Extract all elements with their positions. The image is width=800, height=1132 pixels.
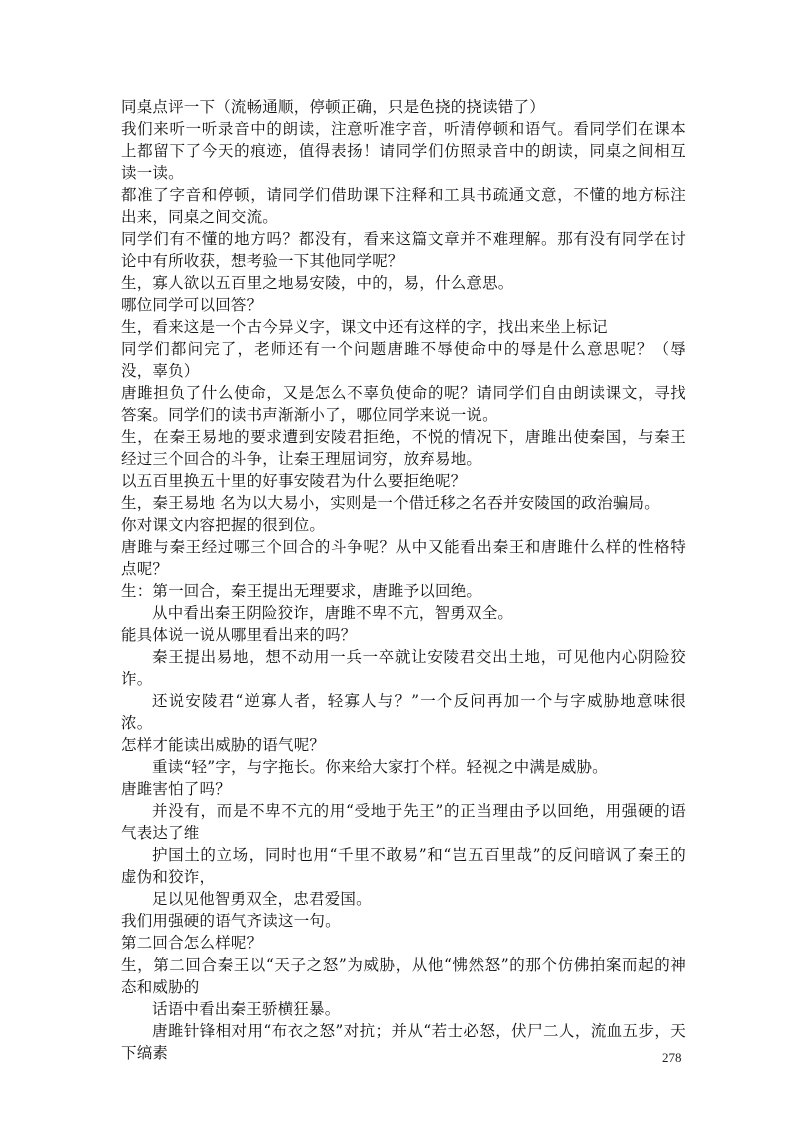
paragraph: 足以见他智勇双全，忠君爱国。 bbox=[152, 890, 372, 908]
paragraph: 我们用强硬的语气齐读这一句。 bbox=[121, 912, 341, 930]
paragraph: 同学们都问完了，老师还有一个问题唐雎不辱使命中的辱是什么意思呢？（辱没，辜负） bbox=[121, 340, 686, 380]
paragraph: 同桌点评一下（流畅通顺，停顿正确，只是色挠的挠读错了） bbox=[121, 98, 545, 116]
paragraph: 第二回合怎么样呢？ bbox=[121, 934, 263, 952]
paragraph: 生，寡人欲以五百里之地易安陵，中的，易，什么意思。 bbox=[121, 274, 514, 292]
paragraph: 我们来听一听录音中的朗读，注意听准字音，听清停顿和语气。看同学们在课本上都留下了今天的痕迹，值得表扬！请同学们仿照录音中的朗读，同桌之间相互读一读。 bbox=[121, 120, 686, 182]
paragraph: 还说安陵君“逆寡人者，轻寡人与？”一个反问再加一个与字威胁地意味很浓。 bbox=[121, 692, 686, 732]
paragraph: 生，看来这是一个古今异义字，课文中还有这样的字，找出来坐上标记 bbox=[121, 318, 608, 336]
paragraph: 从中看出秦王阴险狡诈，唐雎不卑不亢，智勇双全。 bbox=[152, 604, 514, 622]
paragraph: 话语中看出秦王骄横狂暴。 bbox=[152, 1000, 341, 1018]
paragraph: 护国土的立场，同时也用“千里不敢易”和“岂五百里哉”的反问暗讽了秦王的虚伪和狡诈， bbox=[121, 846, 686, 886]
paragraph: 唐雎与秦王经过哪三个回合的斗争呢？从中又能看出秦王和唐雎什么样的性格特点呢？ bbox=[121, 538, 686, 578]
page-number: 278 bbox=[662, 1050, 682, 1065]
paragraph: 唐雎害怕了吗？ bbox=[121, 780, 231, 798]
paragraph: 生，在秦王易地的要求遭到安陵君拒绝，不悦的情况下，唐雎出使秦国，与秦王经过三个回合的斗争，让秦王理屈词穷，放弃易地。 bbox=[121, 428, 686, 468]
document-body bbox=[121, 96, 686, 1064]
paragraph: 生，第二回合秦王以“天子之怒”为威胁，从他“怫然怒”的那个仿佛拍案而起的神态和威胁的 bbox=[121, 956, 686, 996]
paragraph: 唐雎针锋相对用“布衣之怒”对抗；并从“若士必怒，伏尸二人，流血五步，天下缟素 bbox=[121, 1022, 686, 1062]
paragraph: 哪位同学可以回答？ bbox=[121, 296, 263, 314]
paragraph: 以五百里换五十里的好事安陵君为什么要拒绝呢？ bbox=[121, 472, 467, 490]
paragraph: 都准了字音和停顿，请同学们借助课下注释和工具书疏通文意，不懂的地方标注出来，同桌之间交流。 bbox=[121, 186, 686, 226]
paragraph: 同学们有不懂的地方吗？都没有，看来这篇文章并不难理解。那有没有同学在讨论中有所收获，想考验一下其他同学呢？ bbox=[121, 230, 686, 270]
paragraph: 秦王提出易地，想不动用一兵一卒就让安陵君交出土地，可见他内心阴险狡诈。 bbox=[121, 648, 686, 688]
paragraph: 生，秦王易地 名为以大易小，实则是一个借迁移之名吞并安陵国的政治骗局。 bbox=[121, 494, 660, 512]
paragraph: 怎样才能读出威胁的语气呢？ bbox=[121, 736, 326, 754]
paragraph: 唐雎担负了什么使命，又是怎么不辜负使命的呢？请同学们自由朗读课文，寻找答案。同学们的读书声渐渐小了，哪位同学来说一说。 bbox=[121, 384, 686, 424]
paragraph: 并没有，而是不卑不亢的用“受地于先王”的正当理由予以回绝，用强硬的语气表达了维 bbox=[121, 802, 686, 842]
paragraph: 生：第一回合，秦王提出无理要求，唐雎予以回绝。 bbox=[121, 582, 483, 600]
paragraph: 能具体说一说从哪里看出来的吗？ bbox=[121, 626, 357, 644]
paragraph: 重读“轻”字，与字拖长。你来给大家打个样。轻视之中满是威胁。 bbox=[152, 758, 608, 776]
paragraph: 你对课文内容把握的很到位。 bbox=[121, 516, 326, 534]
